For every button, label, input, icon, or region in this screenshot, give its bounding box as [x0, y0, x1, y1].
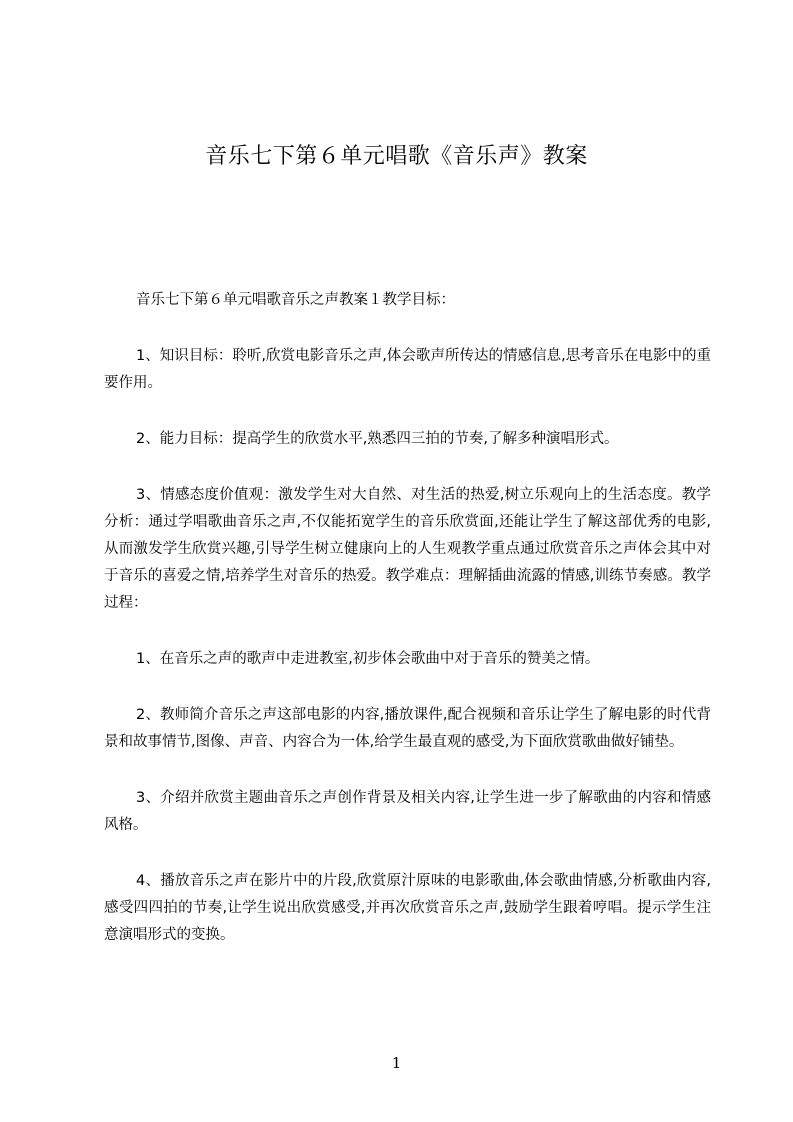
document-body [104, 287, 711, 978]
process-step-4-paragraph: 4、播放音乐之声在影片中的片段,欣赏原汁原味的电影歌曲,体会歌曲情感,分析歌曲内容,感受四四拍的节奏,让学生说出欣赏感受,并再次欣赏音乐之声,鼓励学生跟着哼唱。提示学生注意演唱形式的变换。 [104, 873, 711, 943]
ability-goal-paragraph: 2、能力目标：提高学生的欣赏水平,熟悉四三拍的节奏,了解多种演唱形式。 [136, 431, 619, 447]
document-title: 音乐七下第６单元唱歌《音乐声》教案 [205, 144, 588, 169]
process-step-2-paragraph: 2、教师简介音乐之声这部电影的内容,播放课件,配合视频和音乐让学生了解电影的时代背景和故事情节,图像、声音、内容合为一体,给学生最直观的感受,为下面欣赏歌曲做好铺垫。 [104, 707, 711, 750]
emotion-goal-paragraph: 3、情感态度价值观：激发学生对大自然、对生活的热爱,树立乐观向上的生活态度。教学分析：通过学唱歌曲音乐之声,不仅能拓宽学生的音乐欣赏面,还能让学生了解这部优秀的电影,从而激发学生欣赏兴趣,引导学生树立健康向上的人生观教学重点通过欣赏音乐之声体会其中对于音乐的喜爱之情,培养学生对音乐的热爱。教学难点：理解插曲流露的情感,训练节奏感。教学过程： [104, 487, 711, 611]
page-number: 1 [391, 1054, 402, 1072]
process-step-3-paragraph: 3、介绍并欣赏主题曲音乐之声创作背景及相关内容,让学生进一步了解歌曲的内容和情感风格。 [104, 790, 711, 833]
intro-paragraph: 音乐七下第６单元唱歌音乐之声教案１教学目标： [136, 292, 455, 308]
process-step-1-paragraph: 1、在音乐之声的歌声中走进教室,初步体会歌曲中对于音乐的赞美之情。 [136, 651, 600, 667]
knowledge-goal-paragraph: 1、知识目标：聆听,欣赏电影音乐之声,体会歌声所传达的情感信息,思考音乐在电影中的重要作用。 [104, 348, 711, 391]
